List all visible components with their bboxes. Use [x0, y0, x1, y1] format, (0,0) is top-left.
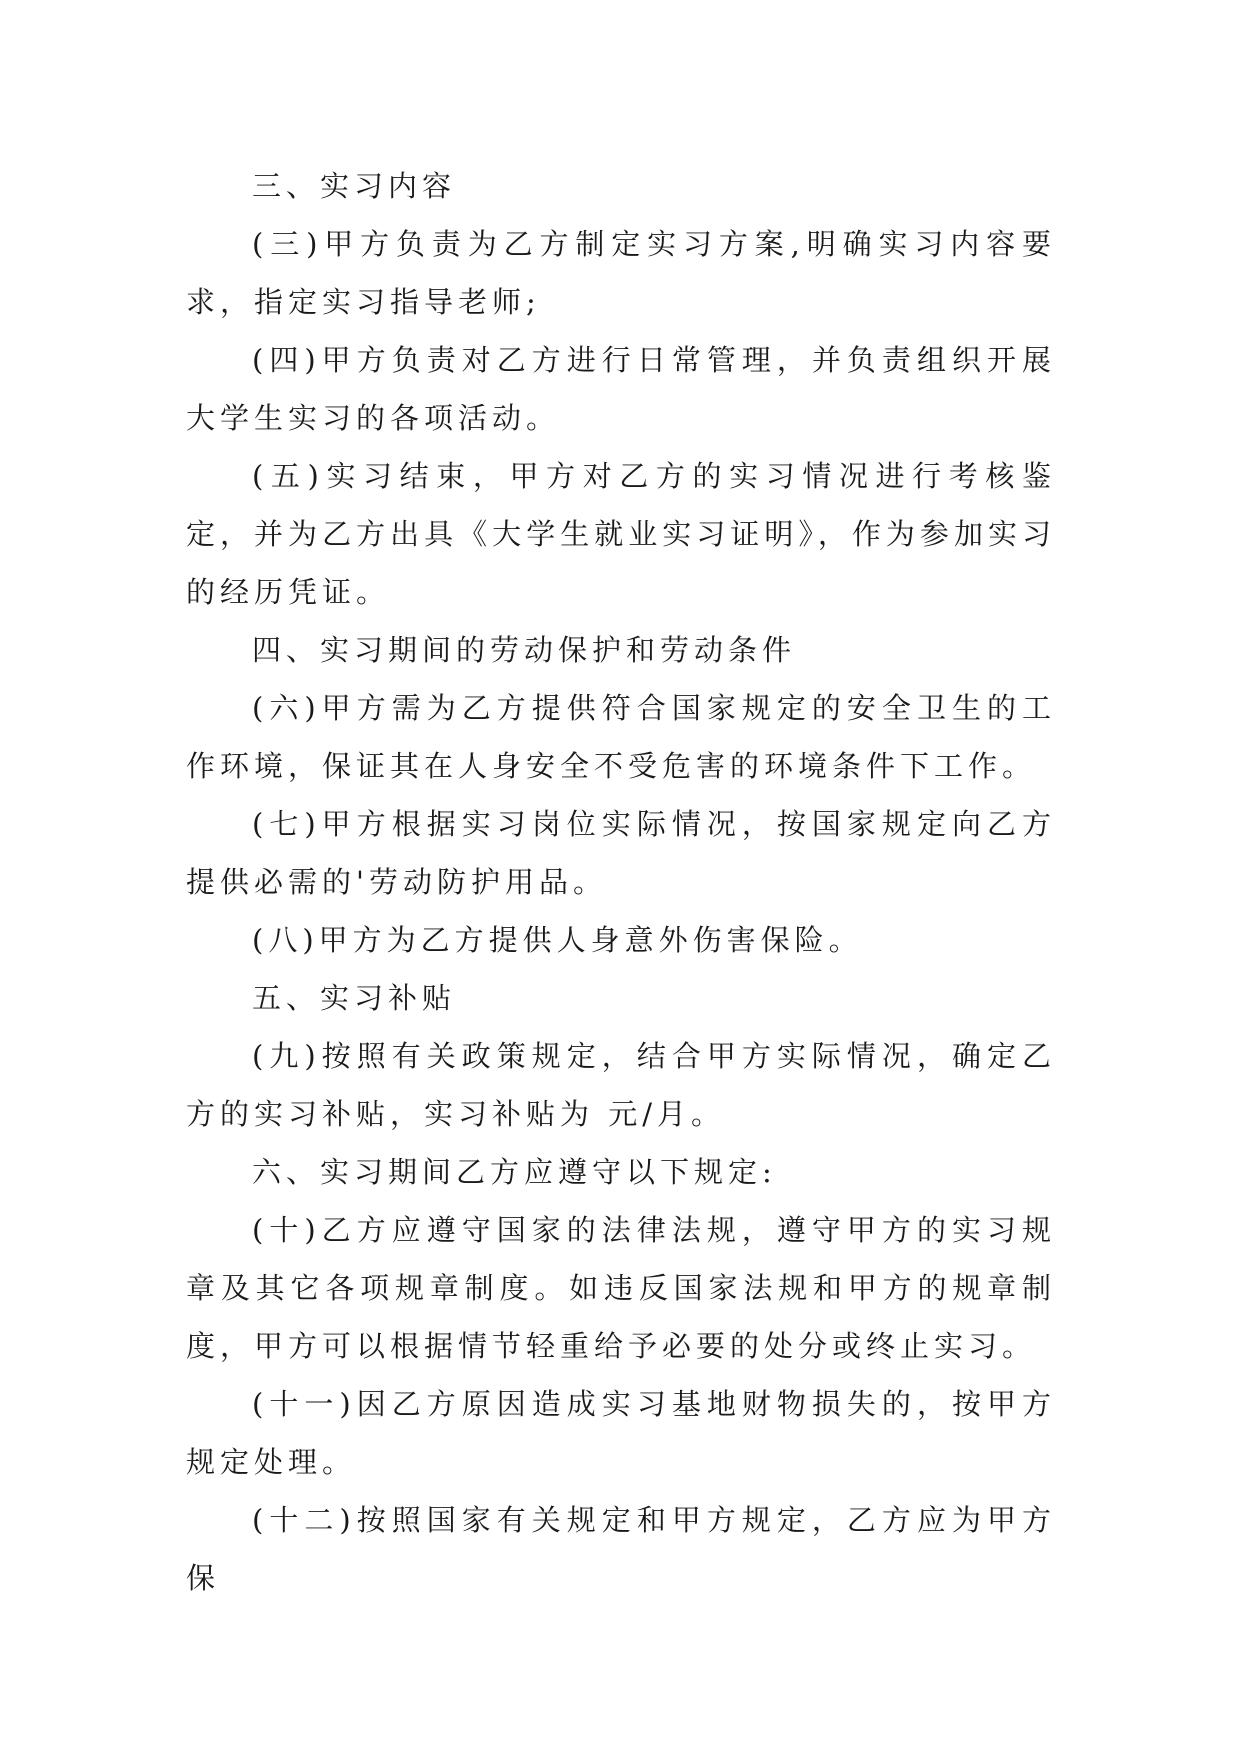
clause-8: (八)甲方为乙方提供人身意外伤害保险。 — [252, 923, 863, 957]
section-heading-subsidy: 五、实习补贴 — [252, 981, 457, 1015]
clause-4: (四)甲方负责对乙方进行日常管理，并负责组织开展大学生实习的各项活动。 — [186, 343, 1056, 435]
clause-5: (五)实习结束，甲方对乙方的实习情况进行考核鉴定，并为乙方出具《大学生就业实习证明》，作为参加实习的经历凭证。 — [186, 459, 1056, 609]
clause-6: (六)甲方需为乙方提供符合国家规定的安全卫生的工作环境，保证其在人身安全不受危害的环境条件下工作。 — [186, 691, 1056, 783]
document-body — [186, 157, 1056, 1607]
clause-11: (十一)因乙方原因造成实习基地财物损失的，按甲方规定处理。 — [186, 1387, 1056, 1479]
section-heading-internship-content: 三、实习内容 — [252, 169, 457, 203]
clause-3: (三)甲方负责为乙方制定实习方案,明确实习内容要求，指定实习指导老师; — [186, 227, 1056, 319]
clause-9: (九)按照有关政策规定，结合甲方实际情况，确定乙方的实习补贴，实习补贴为 元/月。 — [186, 1039, 1056, 1131]
section-heading-labor-protection: 四、实习期间的劳动保护和劳动条件 — [252, 633, 797, 667]
clause-12: (十二)按照国家有关规定和甲方规定，乙方应为甲方保 — [186, 1503, 1056, 1595]
clause-7: (七)甲方根据实习岗位实际情况，按国家规定向乙方提供必需的'劳动防护用品。 — [186, 807, 1056, 899]
clause-10: (十)乙方应遵守国家的法律法规，遵守甲方的实习规章及其它各项规章制度。如违反国家法规和甲方的规章制度，甲方可以根据情节轻重给予必要的处分或终止实习。 — [186, 1213, 1056, 1363]
section-heading-rules: 六、实习期间乙方应遵守以下规定: — [252, 1155, 777, 1189]
